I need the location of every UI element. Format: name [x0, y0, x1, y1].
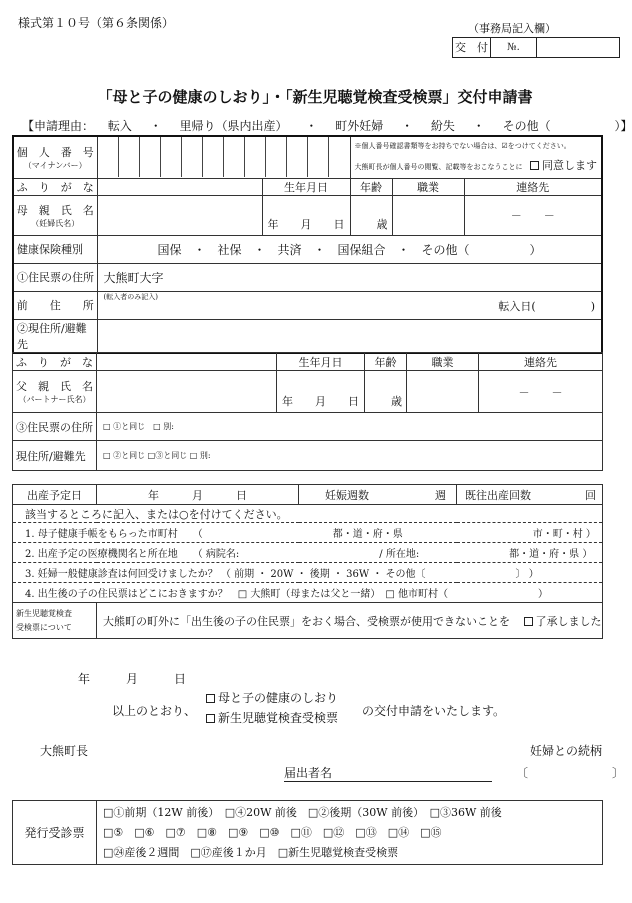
- father-job-label: 職業: [407, 353, 479, 371]
- question-2[interactable]: 2. 出産予定の医療機関名と所在地 （ 病院名: / 所在地: 都・道・府・県 ）: [13, 543, 603, 563]
- father-furigana-label: ふ り が な: [13, 353, 97, 371]
- age-label: 年齢: [350, 178, 392, 195]
- tickets-row-3[interactable]: □㉔産後２週間 □⑰産後１か月 □新生児聴覚検査受検票: [103, 845, 399, 859]
- question-3[interactable]: 3. 妊婦一般健康診査は何回受けましたか？ （ 前期 ・ 20W ・ 後期 ・ 36W ・ その他〔 〕 ）: [13, 563, 603, 583]
- hearing-test-note: [97, 603, 603, 639]
- reason-outside[interactable]: 町外妊婦: [335, 119, 384, 133]
- application-date[interactable]: 年 月 日: [78, 672, 187, 686]
- father-contact-label: 連絡先: [479, 353, 603, 371]
- mother-current-address-label: ②現住所/避難先: [13, 319, 97, 353]
- father-job-field[interactable]: [407, 371, 479, 413]
- mother-birthdate-field[interactable]: 年 月 日: [262, 195, 350, 235]
- job-label: 職業: [392, 178, 464, 195]
- page-title: 「母と子の健康のしおり」・「新生児聴覚検査受検票」交付申請書: [97, 88, 533, 106]
- reason-close: ）】: [614, 119, 632, 133]
- mother-age-field[interactable]: 歳: [350, 195, 392, 235]
- reason-move-in[interactable]: 転入: [107, 119, 132, 133]
- acknowledge-label: 了承しました: [535, 614, 602, 628]
- relation-field[interactable]: 〔 〕: [516, 766, 625, 780]
- tickets-section: [12, 800, 603, 865]
- mother-contact-field[interactable]: － －: [464, 195, 602, 235]
- option-health-guide-checkbox[interactable]: [206, 694, 215, 703]
- acknowledge-checkbox[interactable]: [524, 617, 533, 626]
- question-4[interactable]: 4. 出生後の子の住民票はどこにおきますか？ □ 大熊町（母または父と一緒） □ 他市町村（ ）: [13, 583, 603, 603]
- tickets-options[interactable]: [97, 801, 603, 865]
- mother-furigana-field[interactable]: [97, 178, 262, 195]
- mother-current-address-field[interactable]: [97, 319, 602, 353]
- father-birth-label: 生年月日: [277, 353, 365, 371]
- number-field[interactable]: [537, 38, 619, 57]
- option-hearing-test: 新生児聴覚検査受検票: [218, 711, 339, 725]
- previous-address-note: (転入者のみ記入): [103, 292, 158, 301]
- option-hearing-test-checkbox[interactable]: [206, 714, 215, 723]
- office-use-box: [452, 37, 620, 58]
- tickets-row-2[interactable]: □⑤ □⑥ □⑦ □⑧ □⑨ □⑩ □⑪ □⑫ □⑬ □⑭ □⑮: [103, 825, 442, 839]
- reason-home-birth[interactable]: 里帰り（県内出産）: [179, 119, 288, 133]
- father-current-address-label: 現住所/避難先: [13, 441, 97, 471]
- previous-address-label: 前 住 所: [13, 291, 97, 319]
- consent-checkbox[interactable]: [530, 161, 539, 170]
- document-options: [206, 688, 338, 728]
- above-text: 以上のとおり、: [112, 704, 197, 718]
- reason-other[interactable]: その他（: [502, 119, 551, 133]
- birth-section: [12, 484, 603, 639]
- father-address-options[interactable]: □ ①と同じ □ 別:: [97, 413, 603, 441]
- office-use-label: （事務局記入欄）: [468, 22, 556, 35]
- mother-job-field[interactable]: [392, 195, 464, 235]
- tickets-label: 発行受診票: [13, 801, 97, 865]
- tickets-row-1[interactable]: □①前期（12W 前後） □④20W 前後 □②後期（30W 前後） □③36W 前後: [103, 805, 502, 819]
- father-name-field[interactable]: [97, 371, 277, 413]
- mother-address-label: ①住民票の住所: [13, 263, 97, 291]
- father-section: [12, 352, 603, 471]
- relation-label: 妊婦との続柄: [530, 744, 603, 758]
- mayor-label: 大熊町長: [40, 744, 89, 758]
- applicant-label: 届出者名: [284, 766, 333, 780]
- separator: ・: [401, 119, 414, 133]
- father-age-field[interactable]: 歳: [365, 371, 407, 413]
- separator: ・: [305, 119, 318, 133]
- father-contact-field[interactable]: － －: [479, 371, 603, 413]
- move-in-date[interactable]: 転入日( ): [498, 299, 595, 313]
- father-age-label: 年齢: [365, 353, 407, 371]
- mynumber-consent: ※個人番号確認書類等をお持ちでない場合は、☑をつけてください。 大熊町長が個人番号の閲覧、記載等をおこなうことに 同意します: [350, 136, 602, 178]
- form-number: 様式第１０号（第６条関係）: [18, 16, 175, 30]
- prior-births[interactable]: 既往出産回数 回: [457, 485, 603, 505]
- separator: ・: [472, 119, 485, 133]
- mother-section: [12, 135, 603, 354]
- instruction-text: 該当するところに記入、または○を付けてください。: [13, 505, 603, 523]
- father-birthdate-field[interactable]: 年 月 日: [277, 371, 365, 413]
- mother-address-field[interactable]: 大熊町大字: [97, 263, 602, 291]
- father-name-label: 父 親 氏 名 （パートナー氏名）: [13, 371, 97, 413]
- due-date-field[interactable]: 年 月 日: [97, 485, 299, 505]
- hearing-test-note-label: 新生児聴覚検査 受検票について: [13, 603, 97, 639]
- reason-lost[interactable]: 紛失: [430, 119, 455, 133]
- father-current-address-options[interactable]: □ ②と同じ □③と同じ □ 別:: [97, 441, 603, 471]
- hearing-test-note-text: 大熊町の町外に「出生後の子の住民票」をおく場合、受検票が使用できないことを: [103, 614, 510, 628]
- furigana-label: ふ り が な: [13, 178, 97, 195]
- option-health-guide: 母と子の健康のしおり: [218, 691, 339, 705]
- previous-address-field[interactable]: [97, 291, 602, 319]
- contact-label: 連絡先: [464, 178, 602, 195]
- request-text: の交付申請をいたします。: [362, 704, 506, 718]
- insurance-options[interactable]: 国保 ・ 社保 ・ 共済 ・ 国保組合 ・ その他（ ）: [97, 235, 602, 263]
- father-address-label: ③住民票の住所: [13, 413, 97, 441]
- father-furigana-field[interactable]: [97, 353, 277, 371]
- insurance-label: 健康保険種別: [13, 235, 97, 263]
- due-date-label: 出産予定日: [13, 485, 97, 505]
- consent-label: 同意します: [542, 159, 597, 173]
- separator: ・: [149, 119, 162, 133]
- issue-label: 交 付: [453, 38, 491, 57]
- application-reason: [22, 117, 632, 134]
- question-1[interactable]: 1. 母子健康手帳をもらった市町村 （ 都・道・府・県 市・町・村 ）: [13, 523, 603, 543]
- gestation-weeks[interactable]: 妊娠週数 週: [299, 485, 457, 505]
- mother-name-field[interactable]: [97, 195, 262, 235]
- mynumber-label: 個 人 番 号 （マイナンバー）: [13, 136, 97, 178]
- mother-name-label: 母 親 氏 名 （妊婦氏名）: [13, 195, 97, 235]
- applicant-name-field[interactable]: [284, 764, 492, 782]
- reason-label: 【申請理由：: [22, 119, 95, 133]
- mynumber-digits[interactable]: [97, 136, 350, 178]
- birth-label: 生年月日: [262, 178, 350, 195]
- number-label: №.: [491, 38, 537, 57]
